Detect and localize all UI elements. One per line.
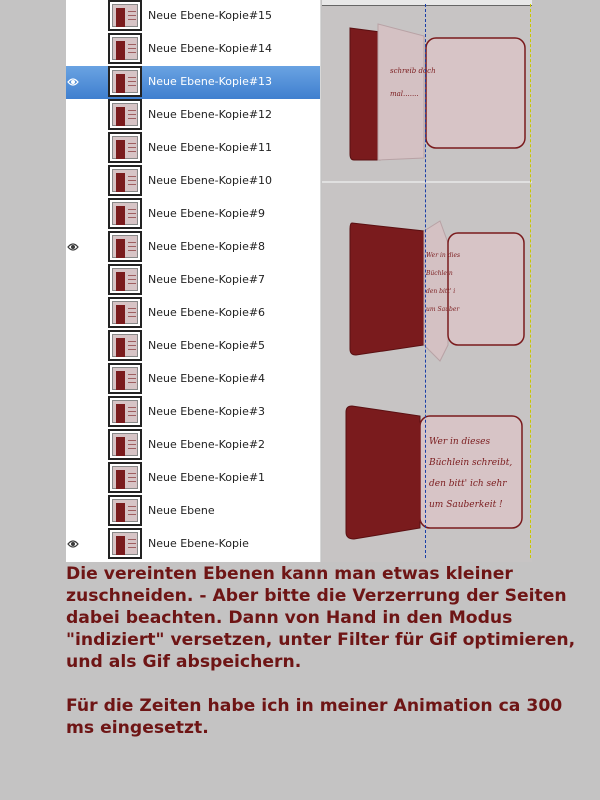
- frame-3: [322, 396, 532, 562]
- layer-thumbnail: [108, 33, 142, 64]
- thumbnail-text-lines: [128, 44, 136, 56]
- frame-1-back-cover: [350, 28, 380, 160]
- thumbnail-text-lines: [128, 110, 136, 122]
- thumbnail-cover: [116, 206, 125, 225]
- thumbnail-text-lines: [128, 308, 136, 320]
- layer-row[interactable]: [66, 99, 320, 132]
- layer-thumbnail: [108, 429, 142, 460]
- layer-name: Neue Ebene-Kopie#5: [148, 339, 266, 352]
- layer-row[interactable]: [66, 429, 320, 462]
- thumbnail-cover: [116, 41, 125, 60]
- thumbnail-cover: [116, 470, 125, 489]
- description: [66, 563, 586, 739]
- frame-separator: [322, 181, 532, 183]
- layer-name: Neue Ebene-Kopie#4: [148, 372, 266, 385]
- frame-1-page-right: [426, 38, 525, 148]
- layer-row[interactable]: [66, 264, 320, 297]
- layer-name: Neue Ebene-Kopie#7: [148, 273, 266, 286]
- thumbnail-cover: [116, 338, 125, 357]
- layer-row[interactable]: [66, 495, 320, 528]
- layer-name: Neue Ebene-Kopie#9: [148, 207, 266, 220]
- layer-row[interactable]: [66, 132, 320, 165]
- layer-thumbnail-image: [112, 466, 138, 489]
- thumbnail-cover: [116, 74, 125, 93]
- thumbnail-cover: [116, 107, 125, 126]
- layer-thumbnail: [108, 363, 142, 394]
- layer-thumbnail-image: [112, 70, 138, 93]
- frame-3-text-line-3: den bitt' ich sehr: [429, 479, 507, 489]
- eye-icon[interactable]: [67, 242, 79, 252]
- frame-2: [322, 195, 532, 371]
- thumbnail-text-lines: [128, 77, 136, 89]
- layer-thumbnail: [108, 495, 142, 526]
- layer-thumbnail-image: [112, 400, 138, 423]
- description-paragraph-2: Für die Zeiten habe ich in meiner Animation ca 300 ms eingesetzt.: [66, 696, 563, 738]
- layer-thumbnail: [108, 99, 142, 130]
- thumbnail-text-lines: [128, 209, 136, 221]
- thumbnail-text-lines: [128, 440, 136, 452]
- thumbnail-text-lines: [128, 506, 136, 518]
- thumbnail-cover: [116, 404, 125, 423]
- frame-1: [322, 6, 532, 182]
- thumbnail-cover: [116, 536, 125, 555]
- canvas-view[interactable]: [322, 0, 532, 562]
- thumbnail-text-lines: [128, 341, 136, 353]
- layer-row[interactable]: [66, 396, 320, 429]
- layer-thumbnail-image: [112, 301, 138, 324]
- thumbnail-text-lines: [128, 11, 136, 23]
- layer-thumbnail-image: [112, 334, 138, 357]
- layer-thumbnail: [108, 396, 142, 427]
- layer-name: Neue Ebene-Kopie#8: [148, 240, 266, 253]
- layer-thumbnail-image: [112, 268, 138, 291]
- layer-name: Neue Ebene-Kopie#14: [148, 42, 273, 55]
- thumbnail-text-lines: [128, 473, 136, 485]
- layer-thumbnail: [108, 66, 142, 97]
- eye-icon[interactable]: [67, 539, 79, 549]
- thumbnail-text-lines: [128, 539, 136, 551]
- layer-thumbnail-image: [112, 136, 138, 159]
- thumbnail-cover: [116, 371, 125, 390]
- layer-name: Neue Ebene-Kopie#11: [148, 141, 273, 154]
- frame-2-front-cover: [350, 223, 424, 355]
- frame-2-text-line-2: Büchlein: [426, 270, 453, 277]
- layer-row[interactable]: [66, 363, 320, 396]
- layer-thumbnail: [108, 264, 142, 295]
- layer-thumbnail: [108, 330, 142, 361]
- layer-name: Neue Ebene-Kopie#3: [148, 405, 266, 418]
- guide-yellow[interactable]: [530, 4, 531, 558]
- thumbnail-text-lines: [128, 374, 136, 386]
- layers-panel: [66, 0, 321, 562]
- thumbnail-text-lines: [128, 143, 136, 155]
- layer-name: Neue Ebene-Kopie: [148, 537, 249, 550]
- layer-name: Neue Ebene-Kopie#6: [148, 306, 266, 319]
- layer-thumbnail-image: [112, 235, 138, 258]
- frame-3-front-cover: [346, 406, 420, 539]
- layer-row[interactable]: [66, 528, 320, 561]
- frame-1-text-line-1: schreib doch: [390, 67, 436, 75]
- layer-thumbnail: [108, 528, 142, 559]
- frame-3-page-right: [420, 416, 522, 528]
- layer-thumbnail-image: [112, 103, 138, 126]
- frame-2-text-line-1: Wer in dies: [426, 252, 461, 259]
- eye-icon[interactable]: [67, 77, 79, 87]
- frame-2-text-line-4: um Sauber: [426, 306, 460, 313]
- layer-row[interactable]: [66, 33, 320, 66]
- thumbnail-text-lines: [128, 176, 136, 188]
- layer-name: Neue Ebene-Kopie#13: [148, 75, 273, 88]
- layer-row[interactable]: [66, 462, 320, 495]
- thumbnail-text-lines: [128, 242, 136, 254]
- layer-thumbnail: [108, 198, 142, 229]
- thumbnail-cover: [116, 173, 125, 192]
- layer-thumbnail: [108, 165, 142, 196]
- layer-thumbnail: [108, 297, 142, 328]
- layer-name: Neue Ebene: [148, 504, 215, 517]
- layer-thumbnail: [108, 0, 142, 31]
- thumbnail-text-lines: [128, 407, 136, 419]
- thumbnail-cover: [116, 140, 125, 159]
- layer-name: Neue Ebene-Kopie#10: [148, 174, 273, 187]
- frame-2-text-line-3: den bitt' i: [426, 288, 456, 295]
- layer-row[interactable]: [66, 231, 320, 264]
- layer-thumbnail-image: [112, 433, 138, 456]
- layer-thumbnail-image: [112, 4, 138, 27]
- layer-row[interactable]: [66, 165, 320, 198]
- layer-name: Neue Ebene-Kopie#1: [148, 471, 266, 484]
- thumbnail-cover: [116, 437, 125, 456]
- thumbnail-cover: [116, 239, 125, 258]
- layer-thumbnail-image: [112, 202, 138, 225]
- layer-name: Neue Ebene-Kopie#2: [148, 438, 266, 451]
- frame-3-text-line-1: Wer in dieses: [429, 437, 491, 447]
- layer-thumbnail-image: [112, 532, 138, 555]
- layer-row[interactable]: [66, 0, 320, 33]
- guide-blue[interactable]: [425, 4, 426, 558]
- frame-2-page-right: [448, 233, 524, 345]
- layer-thumbnail: [108, 231, 142, 262]
- layer-row[interactable]: [66, 330, 320, 363]
- layer-row[interactable]: [66, 66, 320, 99]
- thumbnail-cover: [116, 503, 125, 522]
- layer-row[interactable]: [66, 297, 320, 330]
- layer-thumbnail-image: [112, 169, 138, 192]
- layer-thumbnail-image: [112, 37, 138, 60]
- layer-thumbnail-image: [112, 499, 138, 522]
- layer-thumbnail-image: [112, 367, 138, 390]
- thumbnail-cover: [116, 305, 125, 324]
- layer-name: Neue Ebene-Kopie#12: [148, 108, 273, 121]
- description-paragraph-1: Die vereinten Ebenen kann man etwas kleiner zuschneiden. - Aber bitte die Verzerrung der Seiten dabei beachten. Dann von Hand in den Modus "indiziert" versetzen, unter Filter für Gif optimieren, und als Gif abspeichern.: [66, 564, 576, 672]
- thumbnail-cover: [116, 272, 125, 291]
- thumbnail-text-lines: [128, 275, 136, 287]
- layer-thumbnail: [108, 132, 142, 163]
- frame-3-text-line-2: Büchlein schreibt,: [429, 458, 513, 468]
- frame-1-text-line-2: mal.......: [390, 90, 419, 98]
- layer-row[interactable]: [66, 198, 320, 231]
- layer-thumbnail: [108, 462, 142, 493]
- thumbnail-cover: [116, 8, 125, 27]
- frame-3-text-line-4: um Sauberkeit !: [429, 500, 503, 510]
- layer-name: Neue Ebene-Kopie#15: [148, 9, 273, 22]
